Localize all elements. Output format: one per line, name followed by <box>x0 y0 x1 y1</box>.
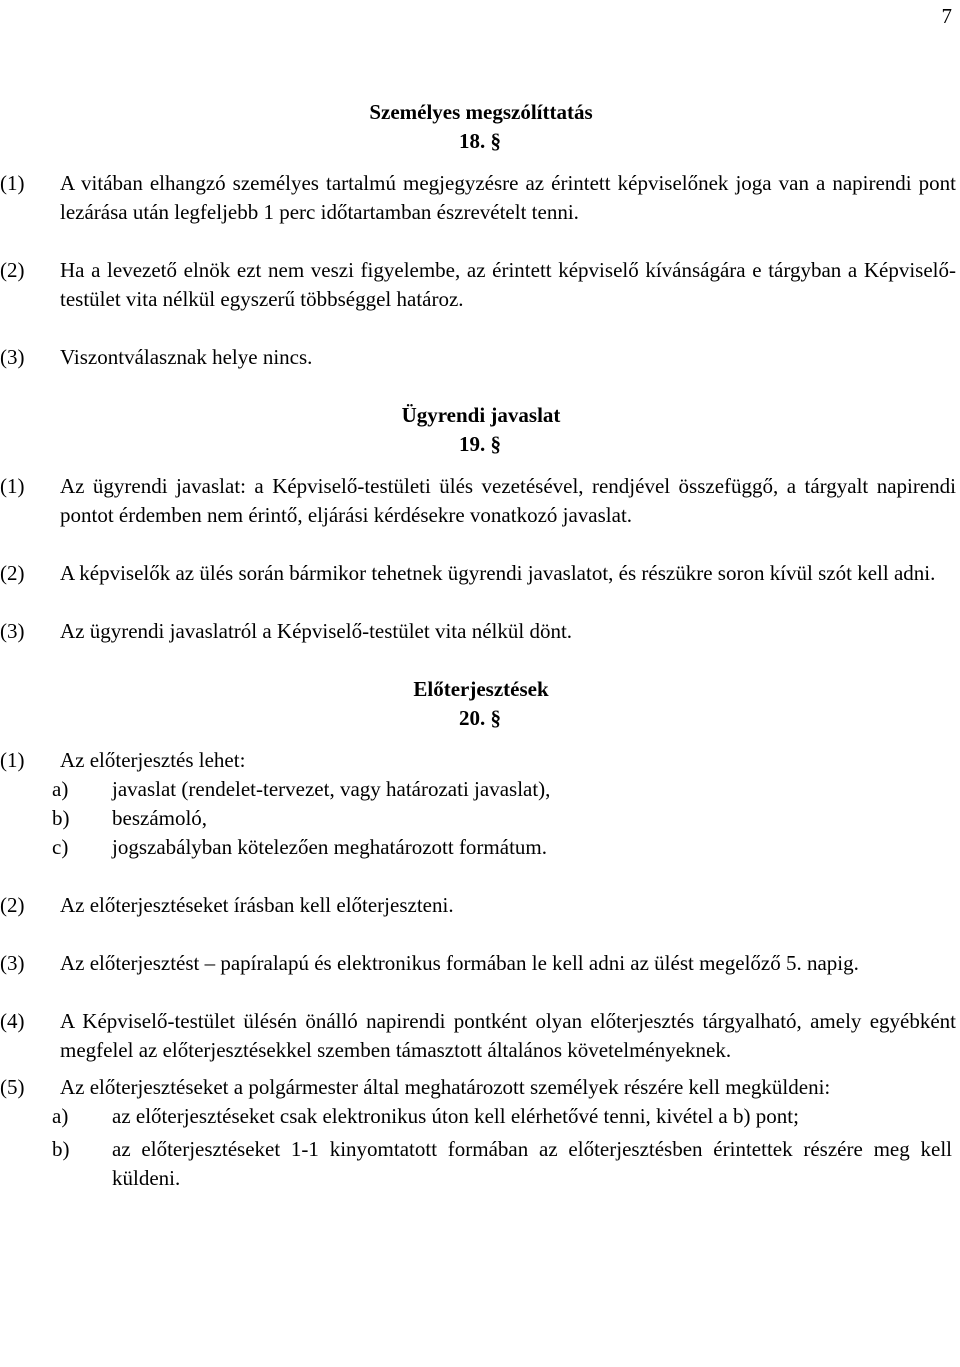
paragraph <box>0 1007 960 1065</box>
paragraph-number: (5) <box>0 1075 25 1099</box>
paragraph-text: A vitában elhangzó személyes tartalmú megjegyzésre az érintett képviselőnek joga van a napirendi pont lezárása után legfeljebb 1 perc időtartamban észrevételt tenni. <box>60 171 956 224</box>
paragraph-text: A képviselők az ülés során bármikor tehetnek ügyrendi javaslatot, és részükre soron kívül szót kell adni. <box>60 561 936 585</box>
section-20 <box>0 675 960 1193</box>
list-item-letter: b) <box>52 806 70 830</box>
paragraph-number: (3) <box>0 619 25 643</box>
list-item-letter: a) <box>52 777 69 801</box>
paragraph-text: A Képviselő-testület ülésén önálló napirendi pontként olyan előterjesztés tárgyalható, amely egyébként megfelel az előterjesztésekkel szemben támasztott általános követelményeknek. <box>60 1009 956 1062</box>
list-item-text: javaslat (rendelet-tervezet, vagy határozati javaslat), <box>112 777 551 801</box>
list-item <box>0 775 956 804</box>
paragraph-number: (2) <box>0 893 25 917</box>
paragraph-text: Az előterjesztés lehet: <box>60 748 246 772</box>
section-number: 20. § <box>459 706 501 730</box>
section-18 <box>0 98 960 372</box>
paragraph-number: (3) <box>0 345 25 369</box>
list-item-text: jogszabályban kötelezően meghatározott formátum. <box>112 835 548 859</box>
paragraph <box>0 949 960 978</box>
paragraph-number: (4) <box>0 1009 25 1033</box>
paragraph-number: (2) <box>0 561 25 585</box>
paragraph-number: (1) <box>0 474 25 498</box>
paragraph <box>0 343 960 372</box>
paragraph-text: Az ügyrendi javaslatról a Képviselő-testület vita nélkül dönt. <box>60 619 573 643</box>
sub-list <box>52 1102 956 1193</box>
paragraph-text: Az ügyrendi javaslat: a Képviselő-testületi ülés vezetésével, rendjével összefüggő, a tárgyalt napirendi pontot érdemben nem érintő, eljárási kérdésekre vonatkozó javaslat. <box>60 474 956 527</box>
paragraph <box>0 256 960 314</box>
section-title: Előterjesztések <box>413 677 549 701</box>
paragraph <box>0 472 960 530</box>
list-item <box>0 1102 956 1131</box>
list-item-text: beszámoló, <box>112 806 208 830</box>
section-19 <box>0 401 960 646</box>
paragraph <box>0 1073 960 1193</box>
list-item <box>0 804 956 833</box>
paragraph <box>0 169 960 227</box>
paragraph <box>0 617 960 646</box>
paragraph <box>0 891 960 920</box>
document-body <box>0 98 960 1222</box>
page-number: 7 <box>941 4 952 28</box>
paragraph-number: (1) <box>0 171 25 195</box>
paragraph-number: (2) <box>0 258 25 282</box>
paragraph-text: Ha a levezető elnök ezt nem veszi figyelembe, az érintett képviselő kívánságára e tárgyban a Képviselő-testület vita nélkül egyszerű többséggel határoz. <box>60 258 956 311</box>
section-number: 19. § <box>459 432 501 456</box>
list-item-letter: c) <box>52 835 69 859</box>
paragraph-body <box>52 1073 960 1193</box>
list-item-text: az előterjesztéseket 1-1 kinyomtatott formában az előterjesztésben érintettek részére meg kell küldeni. <box>112 1137 952 1190</box>
sub-list <box>52 775 956 862</box>
list-item-text: az előterjesztéseket csak elektronikus úton kell elérhetővé tenni, kivétel a b) pont; <box>112 1104 799 1128</box>
section-number: 18. § <box>459 129 501 153</box>
list-item <box>0 833 956 862</box>
section-title: Személyes megszólíttatás <box>369 100 593 124</box>
paragraph-text: Az előterjesztéseket a polgármester által meghatározott személyek részére kell megküldeni: <box>60 1075 831 1099</box>
paragraph-number: (3) <box>0 951 25 975</box>
paragraph-text: Az előterjesztéseket írásban kell előterjeszteni. <box>60 893 454 917</box>
list-item <box>0 1135 956 1193</box>
list-item-letter: a) <box>52 1104 69 1128</box>
section-title: Ügyrendi javaslat <box>401 403 561 427</box>
paragraph <box>0 746 960 862</box>
paragraph-text: Viszontválasznak helye nincs. <box>60 345 313 369</box>
list-item-letter: b) <box>52 1137 70 1161</box>
paragraph-number: (1) <box>0 748 25 772</box>
paragraph-body <box>52 746 960 862</box>
paragraph-text: Az előterjesztést – papíralapú és elektronikus formában le kell adni az ülést megelőző 5. napig. <box>60 951 859 975</box>
paragraph <box>0 559 960 588</box>
